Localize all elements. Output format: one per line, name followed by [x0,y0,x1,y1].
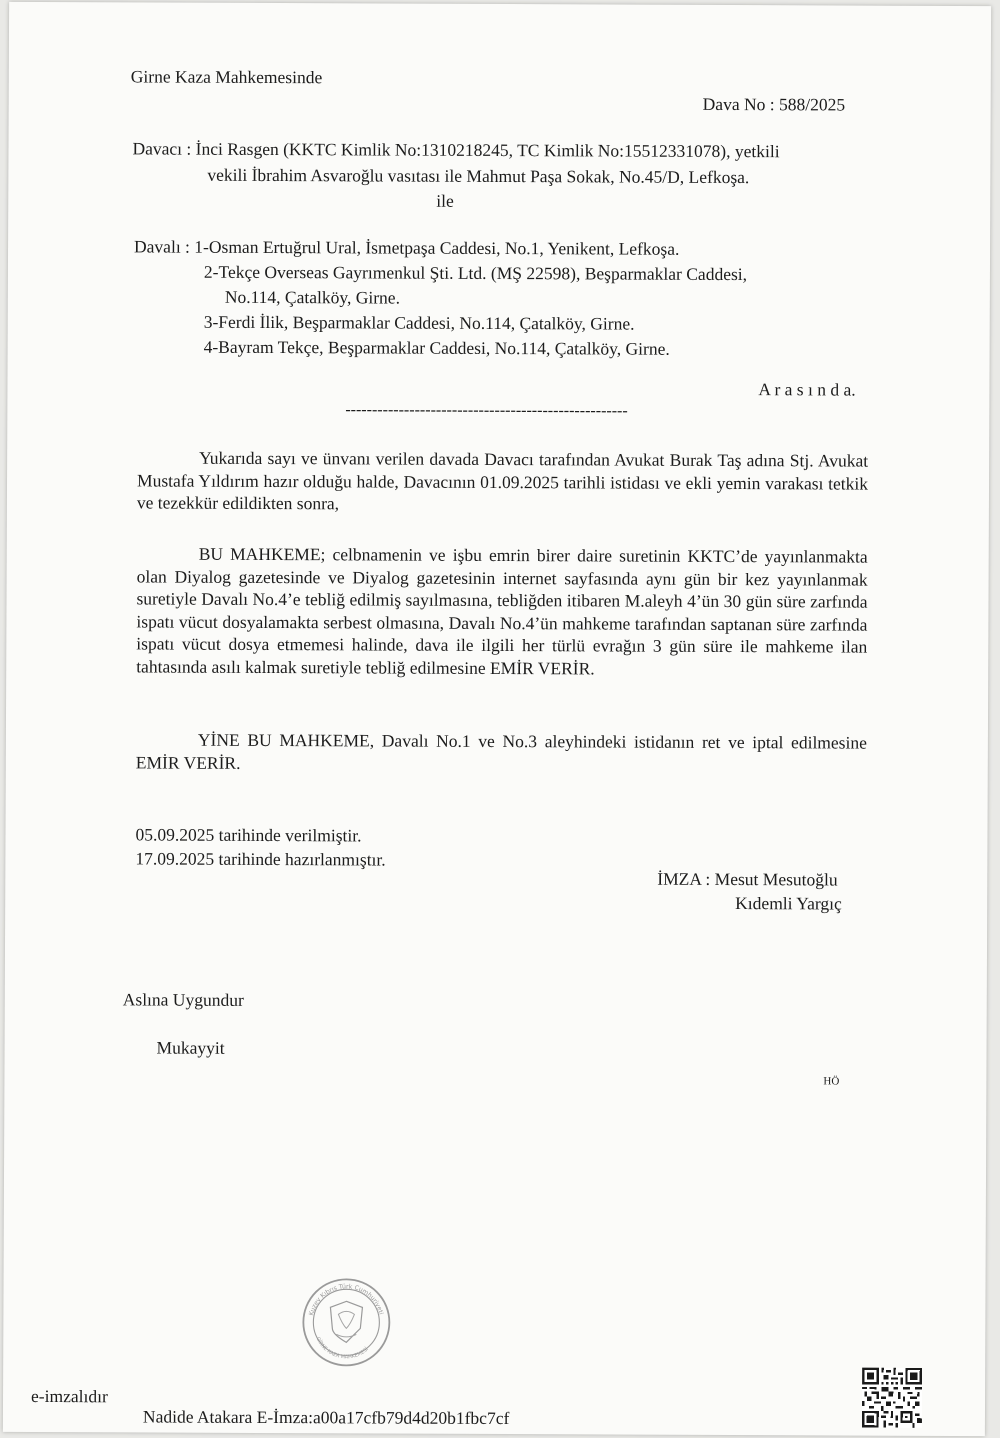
versus-word: ile [436,190,454,211]
defendant-line-1: Davalı : 1-Osman Ertuğrul Ural, İsmetpaşa Caddesi, No.1, Yenikent, Lefkoşa. [134,236,680,259]
date-given: 05.09.2025 tarihinde verilmiştir. [135,824,362,846]
case-number: Dava No : 588/2025 [702,93,846,115]
defendant-line-3: 3-Ferdi İlik, Beşparmaklar Caddesi, No.114, Çatalköy, Girne. [203,311,635,334]
defendant-line-2: 2-Tekçe Overseas Gayrımenkul Şti. Ltd. (MŞ 22598), Beşparmaklar Caddesi, [203,261,748,285]
signature-title: Kıdemli Yargıç [735,893,842,914]
date-prepared: 17.09.2025 tarihinde hazırlanmıştır. [135,848,386,870]
qr-code-icon [862,1368,922,1428]
paragraph-2: BU MAHKEME; celbnamenin ve işbu emrin birer daire suretinin KKTC’de yayınlanmakta olan Diyalog gazetesinde ve Diyalog gazetesinin internet sayfasında aynı gün bir kez yayınlanmak suretiyle Davalı No.4’e tebliğ edilmiş sayılmasına, tebliğden itibaren M.aleyh 4’ün 30 gün süre zarfında ispatı vücut dosyalamakta serbest olmasına, Davalı No.4’ün mahkeme tarafından saptanan süre zarfında ispatı vücut dosya etmemesi halinde, dava ile ilgili her türlü evrağın 3 gün süre ile mahkeme ilan tahtasında asılı kalmak suretiyle tebliğ edilmesine EMİR VERİR. [136,543,868,678]
initials: HÖ [823,1075,840,1088]
seal-bottom-text: GİRNE KAZA MAHKEMESİ [314,1336,370,1361]
arasinda-label: A r a s ı n d a. [758,379,856,400]
seal-ring-text: Kuzey Kıbrıs Türk Cumhuriyeti [308,1283,385,1317]
defendant-line-2b: No.114, Çatalköy, Girne. [224,286,401,308]
certified-copy-label: Aslına Uygundur [122,989,244,1010]
separator-line: ----------------------------------------------------- [345,401,628,420]
e-signed-label: e-imzalıdır [30,1385,108,1407]
defendant-line-4: 4-Bayram Tekçe, Beşparmaklar Caddesi, No.114, Çatalköy, Girne. [203,336,670,359]
signature-name: İMZA : Mesut Mesutoğlu [657,868,838,890]
paragraph-1: Yukarıda sayı ve ünvanı verilen davada Davacı tarafından Avukat Burak Taş adına Stj. Avukat Mustafa Yıldırım hazır olduğu halde, Davacının 01.09.2025 tarihli istidası ve ekli yemin varakası tetkik ve tezekkür edildikten sonra, [136,447,869,514]
paragraph-3: YİNE BU MAHKEME, Davalı No.1 ve No.3 aleyhindeki istidanın ret ve iptal edilmesine EMİR VERİR. [135,729,867,773]
document-page [3,2,991,1436]
plaintiff-line-1: Davacı : İnci Rasgen (KKTC Kimlik No:1310218245, TC Kimlik No:15512331078), yetkili [132,138,780,162]
court-seal-icon [300,1276,392,1368]
court-name: Girne Kaza Mahkemesinde [130,66,323,88]
registrar-label: Mukayyit [156,1037,225,1058]
e-signature-line: Nadide Atakara E-İmza:a00a17cfb79d4d20b1fbc7cf [142,1406,510,1429]
plaintiff-line-2: vekili İbrahim Asvaroğlu vasıtası ile Mahmut Paşa Sokak, No.45/D, Lefkoşa. [207,164,750,188]
